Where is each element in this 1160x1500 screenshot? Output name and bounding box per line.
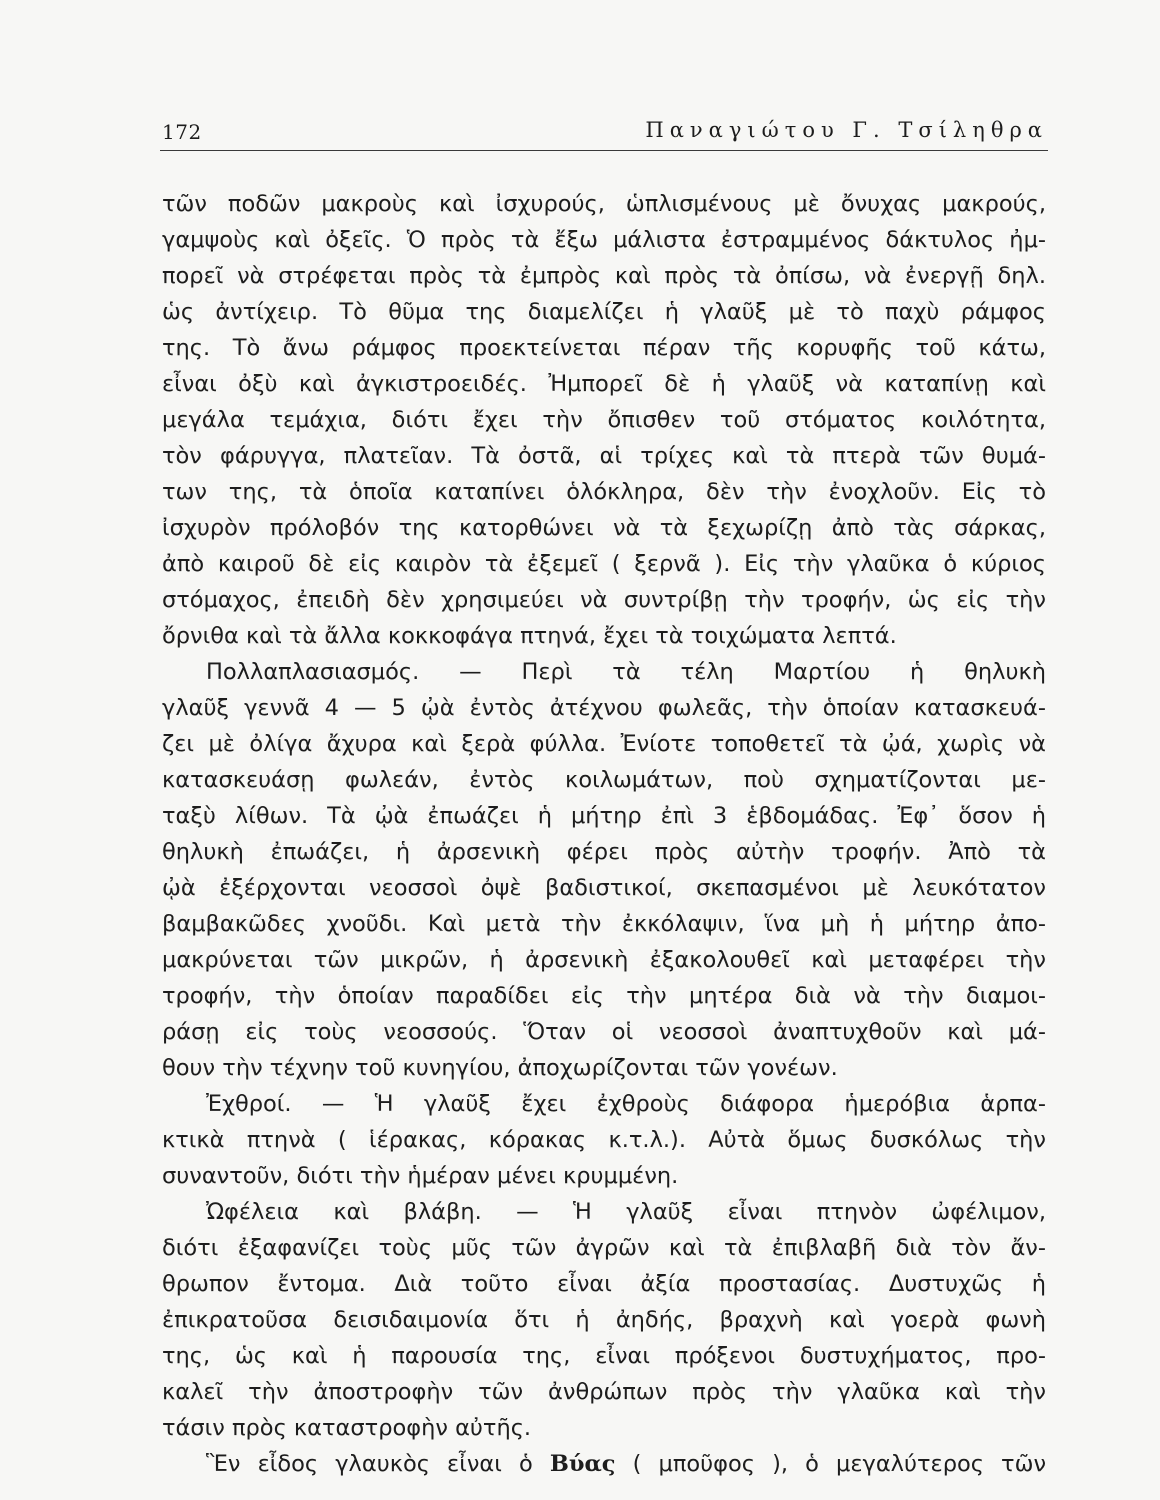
text-line: ἀπὸ καιροῦ δὲ εἰς καιρὸν τὰ ἐξεμεῖ ( ξερνᾶ ). Εἰς τὴν γλαῦκα ὁ κύριος [162, 551, 1046, 577]
running-title: Παναγιώτου Γ. Τσίληθρα [645, 118, 1048, 142]
species-name-bold: Βύας [549, 1451, 616, 1477]
text-line: γαμψοὺς καὶ ὀξεῖς. Ὁ πρὸς τὰ ἔξω μάλιστα ἐστραμμένος δάκτυλος ἠμ- [162, 227, 1046, 253]
text-line: θρωπον ἔντομα. Διὰ τοῦτο εἶναι ἀξία προστασίας. Δυστυχῶς ἡ [162, 1271, 1046, 1297]
text-line-heading-benefit: Ὠφέλεια καὶ βλάβη. — Ἡ γλαῦξ εἶναι πτηνὸν ὠφέλιμον, [206, 1199, 1046, 1225]
text-line-final [162, 1446, 1046, 1482]
text-line: στόμαχος, ἐπειδὴ δὲν χρησιμεύει νὰ συντρίβῃ τὴν τροφήν, ὡς εἰς τὴν [162, 587, 1046, 613]
text-line-heading-enemies: Ἐχθροί. — Ἡ γλαῦξ ἔχει ἐχθροὺς διάφορα ἡμερόβια ἁρπα- [206, 1091, 1046, 1117]
text-line: εἶναι ὀξὺ καὶ ἀγκιστροειδές. Ἠμπορεῖ δὲ ἡ γλαῦξ νὰ καταπίνῃ καὶ [162, 371, 1046, 397]
text-line: ράσῃ εἰς τοὺς νεοσσούς. Ὅταν οἱ νεοσσοὶ ἀναπτυχθοῦν καὶ μά- [162, 1019, 1046, 1045]
text-line: βαμβακῶδες χνοῦδι. Καὶ μετὰ τὴν ἐκκόλαψιν, ἵνα μὴ ἡ μήτηρ ἀπο- [162, 911, 1046, 937]
text-line: τῶν ποδῶν μακροὺς καὶ ἰσχυρούς, ὡπλισμένους μὲ ὄνυχας μακρούς, [162, 191, 1046, 217]
text-line: κατασκευάσῃ φωλεάν, ἐντὸς κοιλωμάτων, ποὺ σχηματίζονται με- [162, 767, 1046, 793]
text-line: συναντοῦν, διότι τὴν ἡμέραν μένει κρυμμένη. [162, 1163, 679, 1189]
text-line: ἐπικρατοῦσα δεισιδαιμονία ὅτι ἡ ἀηδής, βραχνὴ καὶ γοερὰ φωνὴ [162, 1307, 1046, 1333]
text-line: τὸν φάρυγγα, πλατεῖαν. Τὰ ὀστᾶ, αἱ τρίχες καὶ τὰ πτερὰ τῶν θυμά- [162, 443, 1046, 469]
text-line: μακρύνεται τῶν μικρῶν, ἡ ἀρσενικὴ ἐξακολουθεῖ καὶ μεταφέρει τὴν [162, 947, 1046, 973]
text-line: ὄρνιθα καὶ τὰ ἄλλα κοκκοφάγα πτηνά, ἔχει τὰ τοιχώματα λεπτά. [162, 623, 897, 649]
text-line: κτικὰ πτηνὰ ( ἱέρακας, κόρακας κ.τ.λ.). Αὐτὰ ὅμως δυσκόλως τὴν [162, 1127, 1046, 1153]
final-line-start: Ἓν εἶδος γλαυκὸς εἶναι ὁ [206, 1451, 533, 1477]
text-line: τάσιν πρὸς καταστροφὴν αὐτῆς. [162, 1415, 532, 1441]
final-line-end: ( μποῦφος ), ὁ μεγαλύτερος τῶν [632, 1451, 1047, 1477]
text-line: ὡς ἀντίχειρ. Τὸ θῦμα της διαμελίζει ἡ γλαῦξ μὲ τὸ παχὺ ράμφος [162, 299, 1046, 325]
text-line: θουν τὴν τέχνην τοῦ κυνηγίου, ἀποχωρίζονται τῶν γονέων. [162, 1055, 838, 1081]
text-line: πορεῖ νὰ στρέφεται πρὸς τὰ ἐμπρὸς καὶ πρὸς τὰ ὀπίσω, νὰ ἐνεργῇ δηλ. [162, 263, 1046, 289]
text-line: μεγάλα τεμάχια, διότι ἔχει τὴν ὄπισθεν τοῦ στόματος κοιλότητα, [162, 407, 1046, 433]
text-line: ᾠὰ ἐξέρχονται νεοσσοὶ ὀψὲ βαδιστικοί, σκεπασμένοι μὲ λευκότατον [162, 875, 1046, 901]
text-line: θηλυκὴ ἐπωάζει, ἡ ἀρσενικὴ φέρει πρὸς αὐτὴν τροφήν. Ἀπὸ τὰ [162, 839, 1046, 865]
text-line: τροφήν, τὴν ὁποίαν παραδίδει εἰς τὴν μητέρα διὰ νὰ τὴν διαμοι- [162, 983, 1046, 1009]
text-line: ἰσχυρὸν πρόλοβόν της κατορθώνει νὰ τὰ ξεχωρίζῃ ἀπὸ τὰς σάρκας, [162, 515, 1046, 541]
text-line: των της, τὰ ὁποῖα καταπίνει ὁλόκληρα, δὲν τὴν ἐνοχλοῦν. Εἰς τὸ [162, 479, 1046, 505]
text-line: γλαῦξ γεννᾶ 4 — 5 ᾠὰ ἐντὸς ἀτέχνου φωλεᾶς, τὴν ὁποίαν κατασκευά- [162, 695, 1046, 721]
text-line: διότι ἐξαφανίζει τοὺς μῦς τῶν ἀγρῶν καὶ τὰ ἐπιβλαβῆ διὰ τὸν ἄν- [162, 1235, 1046, 1261]
text-line: της, ὡς καὶ ἡ παρουσία της, εἶναι πρόξενοι δυστυχήματος, προ- [162, 1343, 1046, 1369]
text-line: ζει μὲ ὀλίγα ἄχυρα καὶ ξερὰ φύλλα. Ἐνίοτε τοποθετεῖ τὰ ᾠά, χωρὶς νὰ [162, 731, 1046, 757]
text-line: καλεῖ τὴν ἀποστροφὴν τῶν ἀνθρώπων πρὸς τὴν γλαῦκα καὶ τὴν [162, 1379, 1046, 1405]
header-rule [160, 150, 1048, 151]
text-line-heading-multiplication: Πολλαπλασιασμός. — Περὶ τὰ τέλη Μαρτίου ἡ θηλυκὴ [206, 659, 1046, 685]
text-line: της. Τὸ ἄνω ράμφος προεκτείνεται πέραν τῆς κορυφῆς τοῦ κάτω, [162, 335, 1046, 361]
page-header [162, 112, 1048, 152]
body-text [162, 186, 1046, 1482]
text-line: ταξὺ λίθων. Τὰ ᾠὰ ἐπωάζει ἡ μήτηρ ἐπὶ 3 ἑβδομάδας. Ἐφ᾽ ὅσον ἡ [162, 803, 1046, 829]
page-number: 172 [162, 120, 202, 144]
